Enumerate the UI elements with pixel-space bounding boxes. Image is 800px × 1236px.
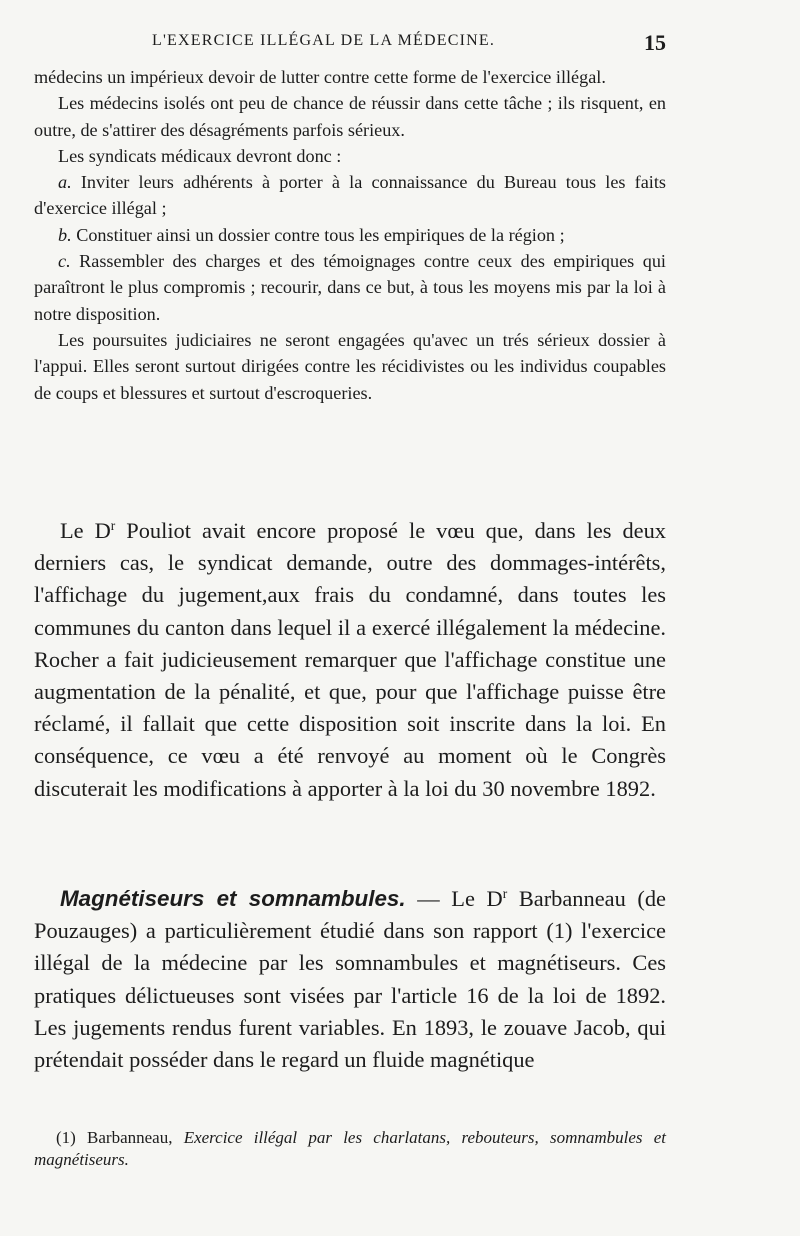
- quoted-resolutions: [34, 64, 666, 406]
- superscript: r: [502, 885, 508, 901]
- item-label-c: c.: [58, 251, 71, 272]
- item-label-b: b.: [58, 224, 72, 245]
- paragraph-pouliot: [34, 515, 666, 805]
- paragraph-syndicates: Les syndicats médicaux devront donc :: [58, 145, 342, 166]
- list-item-b: [34, 222, 666, 248]
- running-header: [34, 30, 666, 56]
- text-run: Barbanneau (de Pouzauges) a particulièrement étudié dans son rapport (1) l'exercice illégal de la médecine par les somnambules et magnétiseurs. Ces pratiques délictueuses sont visées par l'article 16 de la loi de 1892. Les jugements rendus furent variables. En 1893, le zouave Jacob, qui prétendait posséder dans le regard un fluide magnétique: [34, 886, 666, 1073]
- item-text-b: Constituer ainsi un dossier contre tous les empiriques de la région ;: [71, 224, 565, 245]
- footnote: [34, 1127, 666, 1171]
- section-magnetiseurs: [34, 883, 666, 1076]
- footnote-title: Exercice illégal par les charlatans, rebouteurs, somnambules et magnétiseurs.: [34, 1128, 666, 1169]
- paragraph-continuation: médecins un impérieux devoir de lutter contre cette forme de l'exercice illégal.: [34, 67, 606, 87]
- list-item-c: [34, 248, 666, 327]
- list-item-a: [34, 169, 666, 222]
- text-run: Pouliot avait encore proposé le vœu que, dans les deux derniers cas, le syndicat demande, outre des dommages-intérêts, l'affichage du jugement,aux frais du condamné, dans toutes les communes du canton dans lequel il a exercé illégalement la médecine. Rocher a fait judicieusement remarquer que l'affichage constitue une augmentation de la pénalité, et que, pour que l'affichage puisse être réclamé, il fallait que cette disposition soit inscrite dans la loi. En conséquence, ce vœu a été renvoyé au moment où le Congrès discuterait les modifications à apporter à la loi du 30 novembre 1892.: [34, 518, 666, 801]
- main-text: [34, 515, 666, 805]
- item-label-a: a.: [58, 172, 72, 193]
- item-text-c: Rassembler des charges et des témoignages contre ceux des empiriques qui paraîtront le plus compromis ; recourir, dans ce but, à tous les moyens mis par la loi à notre disposition.: [34, 251, 666, 324]
- footnote-marker: (1): [56, 1128, 76, 1147]
- item-text-a: Inviter leurs adhérents à porter à la connaissance du Bureau tous les faits d'exercice illégal ;: [34, 172, 666, 219]
- text-run: Le D: [60, 518, 111, 543]
- paragraph-barbanneau: [34, 883, 666, 1076]
- paragraph-prosecutions: Les poursuites judiciaires ne seront engagées qu'avec un trés sérieux dossier à l'appui. Elles seront surtout dirigées contre les récidivistes ou les individus coupables de coups et blessures et surtout d'escroqueries.: [34, 329, 666, 403]
- footnote-text: [34, 1127, 666, 1171]
- running-title: L'EXERCICE ILLÉGAL DE LA MÉDECINE.: [152, 32, 496, 49]
- paragraph-isolated-doctors: Les médecins isolés ont peu de chance de réussir dans cette tâche ; ils risquent, en outre, de s'attirer des désagréments parfois sérieux.: [34, 93, 666, 140]
- footnote-author: Barbanneau,: [75, 1128, 184, 1147]
- page-number: 15: [644, 30, 666, 55]
- text-run: — Le D: [405, 886, 503, 911]
- superscript: r: [110, 517, 116, 533]
- section-title: Magnétiseurs et somnambules.: [60, 886, 406, 911]
